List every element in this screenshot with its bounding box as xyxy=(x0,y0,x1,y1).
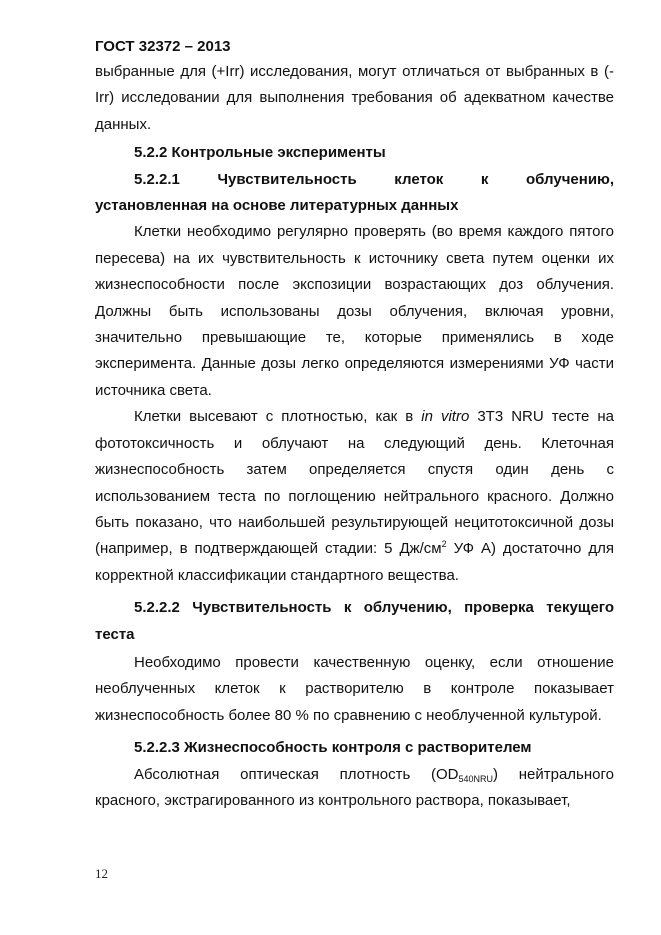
heading-5-2-2-1-number: 5.2.2.1 xyxy=(134,170,180,188)
document-header: ГОСТ 32372 – 2013 xyxy=(95,38,231,55)
paragraph-intro: выбранные для (+Irr) исследования, могут отличаться от выбранных в (-Irr) исследовании для выполнения требования об адекватном качестве данных. xyxy=(95,63,614,133)
heading-5-2-2-1-word-2: клеток xyxy=(394,170,444,188)
heading-5-2-2-1 xyxy=(95,167,614,193)
superscript-2: 2 xyxy=(441,539,447,550)
paragraph-optical-density-part-2: ) нейтрального красного, экстрагированного из контрольного раствора, показывает, xyxy=(95,765,614,809)
paragraph-cell-seeding xyxy=(95,404,614,589)
subscript-540nru: 540NRU xyxy=(458,773,494,784)
paragraph-cell-seeding-part-2: 3T3 NRU тесте на фототоксичность и облучают на следующий день. Клеточная жизнеспособность затем определяется спустя один день с использованием теста по поглощению нейтрального красного. Должно быть показано, что наибольшей результирующей нецитотоксичной дозы (например, в подтверждающей стадии: 5 Дж/см xyxy=(95,408,614,558)
heading-5-2-2-1-word-4: облучению, xyxy=(525,170,615,188)
paragraph-optical-density-part-1: Абсолютная оптическая плотность (OD xyxy=(134,765,459,783)
heading-5-2-2-1-word-1: Чувствительность xyxy=(217,170,357,188)
heading-5-2-2-3: 5.2.2.3 Жизнеспособность контроля с растворителем xyxy=(134,739,532,757)
paragraph-cell-seeding-part-1: Клетки высевают с плотностью, как в xyxy=(134,408,422,426)
paragraph-cell-seeding-part-3: УФ А) достаточно для корректной классификации стандартного вещества. xyxy=(95,540,614,584)
paragraph-optical-density xyxy=(95,762,614,815)
heading-5-2-2-1-line-2: установленная на основе литературных данных xyxy=(95,197,459,215)
in-vitro-italic: in vitro xyxy=(421,408,470,426)
heading-5-2-2-1-word-3: к xyxy=(480,170,489,188)
heading-5-2-2-2: 5.2.2.2 Чувствительность к облучению, проверка текущего теста xyxy=(95,599,614,643)
paragraph-quality-assessment: Необходимо провести качественную оценку, если отношение необлученных клеток к растворителю в контроле показывает жизнеспособность более 80 % по сравнению с необлученной культурой. xyxy=(95,653,614,724)
heading-5-2-2: 5.2.2 Контрольные эксперименты xyxy=(134,144,386,162)
page-number: 12 xyxy=(95,866,108,881)
document-body xyxy=(95,59,614,814)
paragraph-cell-check: Клетки необходимо регулярно проверять (во время каждого пятого пересева) на их чувствительность к источнику света путем оценки их жизнеспособности после экспозиции возрастающих доз облучения. Должны быть использованы дозы облучения, включая уровни, значительно превышающие те, которые применялись в ходе эксперимента. Данные дозы легко определяются измерениями УФ части источника света. xyxy=(95,223,614,399)
